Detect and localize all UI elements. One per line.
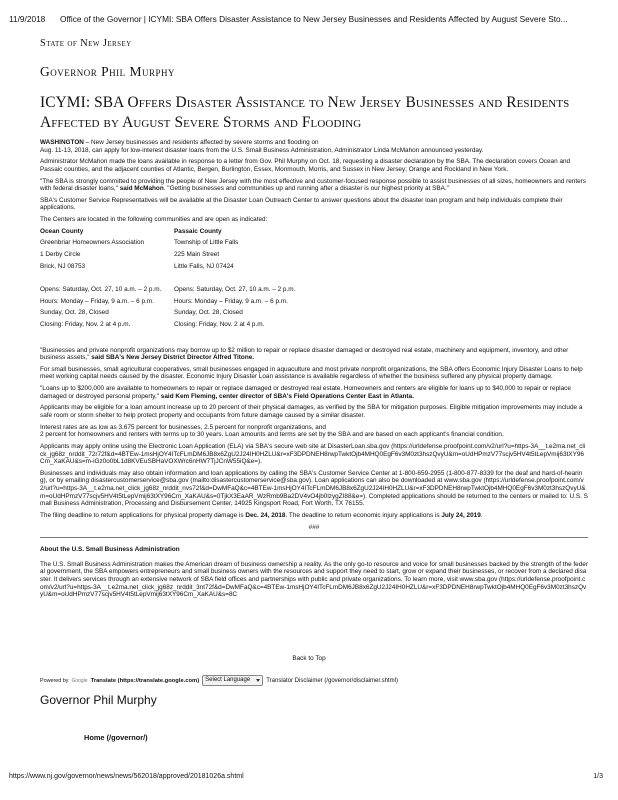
quote-attribution: said Kem Fleming, center director of SBA's Field Operations Center East in Atlanta. xyxy=(159,392,414,400)
state-link[interactable]: State of New Jersey xyxy=(40,38,132,49)
intro-line-2: Aug. 11-13, 2018, can apply for low-interest disaster loans from the U.S. Small Business Administration, Administrator Linda McMahon announced yesterday. xyxy=(40,146,484,154)
about-heading: About the U.S. Small Business Administration xyxy=(40,546,180,554)
centers-col1-open: Opens: Saturday, Oct. 27, 10 a.m. – 2 p.m. xyxy=(40,286,162,294)
quote-text: "Loans up to $200,000 are available to homeowners to repair or replace damaged or destroyed real estate. Homeowners and renters are eligible for loans up to $40,000 to repair or replace damaged or destroyed personal property," xyxy=(40,385,571,400)
article-body xyxy=(40,139,588,603)
centers-col2-street: 225 Main Street xyxy=(174,251,220,258)
quote-attribution: said SBA's New Jersey District Director Alfred Titone. xyxy=(89,354,255,362)
paragraph-quote-titone xyxy=(40,347,588,362)
centers-col2-name: Township of Little Falls xyxy=(174,239,239,247)
print-date: 11/9/2018 xyxy=(9,14,46,24)
print-page-number: 1/3 xyxy=(593,773,603,780)
paragraph-quote-fleming xyxy=(40,385,588,400)
deadline-date-2: July 24, 2019 xyxy=(441,511,481,519)
intro-line-1: – New Jersey businesses and residents affected by severe storms and flooding on xyxy=(83,139,319,146)
language-select-value: Select Language xyxy=(205,677,251,683)
paragraph-intro xyxy=(40,139,588,154)
paragraph-eidl: For small businesses, small agricultural cooperatives, small businesses engaged in aquaculture and most private nonprofit organizations, the SBA offers Economic Injury Disaster Loans to help meet working capital needs caused by the disaster. Economic Injury Disaster Loan assistance is available regardless of whether the business suffered any physical property damage. xyxy=(40,365,583,381)
translator-disclaimer-link[interactable]: Translator Disclaimer (/governor/disclaimer.shtml) xyxy=(266,677,399,684)
paragraph-apply-online: Applicants may apply online using the Electronic Loan Application (ELA) via SBA's secure web site at DisasterLoan.sba.gov (https://urldefense.proofpoint.com/v2/url?u=https-3A__t.e2ma.net_click_jg68z_nrddit_72r72f&d=4BTEw-1msHjOY4ITcFLmDM6JB8x6ZgU2J24IH0HZLU&r=xF3DPDNEH8rwpTwktOjb4MHQ0EgF6v3M0zt3hszQvyU&m=oUdHPmzV77scjv5HV4t5tLepVmij63tXY96Cm_XaKAU&s=m-iGz0o0bL1d8KVEuSBHaVOXWrc6nHW7TjJCnW55iQ&e=). xyxy=(40,442,586,466)
centers-col2-open: Opens: Saturday, Oct. 27, 10 a.m. – 2 p.m. xyxy=(174,286,296,294)
powered-by-label: Powered by xyxy=(40,677,69,684)
centers-col1-closing: Closing: Friday, Nov. 2 at 4 p.m. xyxy=(40,320,131,328)
print-url: https://www.nj.gov/governor/news/news/562018/approved/20181026a.shtml xyxy=(9,773,244,780)
quote-text: "The SBA is strongly committed to providing the people of New Jersey with the most effective and customer-focused response possible to assist businesses of all sizes, homeowners and renters with federal disaster loans," xyxy=(40,177,586,193)
home-link[interactable]: Home (/governor/) xyxy=(84,733,148,742)
paragraph-csr: SBA's Customer Service Representatives will be available at the Disaster Loan Outreach Center to answer questions about the disaster loan program and help individuals complete their applications. xyxy=(40,196,563,212)
centers-col1-street: 1 Derby Circle xyxy=(40,251,81,258)
dropdown-arrow-icon xyxy=(256,679,260,682)
quote-text-2: . "Getting businesses and communities up and running after a disaster is our highest priority at SBA." xyxy=(163,185,449,193)
deadline-date-1: Dec. 24, 2018 xyxy=(245,511,286,519)
centers-col1-header: Ocean County xyxy=(40,227,84,235)
paragraph-declaration: Administrator McMahon made the loans available in response to a letter from Gov. Phil Murphy on Oct. 18, requesting a disaster declaration by the SBA. The declaration covers Ocean and Passaic counties, and the adjacent counties of Atlantic, Bergen, Burlington, Essex, Monmouth, Morris, and Sussex in New Jersey; Orange and Rockland in New York. xyxy=(40,158,571,173)
interest-line-1: Interest rates are as low as 3.675 percent for businesses, 2.5 percent for nonprofit organizations, and xyxy=(40,423,326,431)
interest-line-2: 2 percent for homeowners and renters with terms up to 30 years. Loan amounts and terms are set by the SBA and are based on each applicant's financial condition. xyxy=(40,431,504,439)
centers-col2-header: Passaic County xyxy=(174,227,222,235)
language-select[interactable] xyxy=(202,675,263,686)
centers-col1-sunday: Sunday, Oct. 28, Closed xyxy=(40,309,109,317)
print-page-title: Office of the Governor | ICYMI: SBA Offers Disaster Assistance to New Jersey Businesses and Residents Affected by August Severe Sto... xyxy=(60,14,568,24)
centers-col1-name: Greenbriar Homeowners Association xyxy=(40,239,145,247)
centers-col2-sunday: Sunday, Oct. 28, Closed xyxy=(174,309,243,317)
end-mark: ### xyxy=(308,523,320,531)
divider xyxy=(40,537,588,538)
governor-link[interactable]: Governor Phil Murphy xyxy=(40,64,176,79)
centers-col1-city: Brick, NJ 08753 xyxy=(40,262,86,270)
footer-governor-title: Governor Phil Murphy xyxy=(40,693,157,707)
google-logo: Google xyxy=(71,677,88,684)
paragraph-deadline: The filing deadline to return applications for physical property damage is Dec. 24, 2018. The deadline to return economic injury applications is July 24, 2019. xyxy=(40,511,483,519)
dateline: WASHINGTON xyxy=(40,139,84,146)
about-body: The U.S. Small Business Administration makes the American dream of business ownership a reality. As the only go-to resource and voice for small businesses backed by the strength of the federal government, the SBA empowers entrepreneurs and small business owners with the resources and support they need to start, grow or expand their businesses, or recover from a declared disaster. It delivers services through an extensive network of SBA field offices and partnerships with public and private organizations. To learn more, visit www.sba.gov (https://urldefense.proofpoint.com/v2/url?u=https-3A__t.e2ma.net_click_jg68z_nrddit_3nt72f&d=DwMFaQ&c=4BTEw-1msHjOY4ITcFLmDM6JB8x6ZgU2J24IH0HZLU&r=xF3DPDNEH8rwpTwktOjb4MHQ0EgF6v3M0zt3hszQvyU&m=oUdHPmzV77scjv5HV4t5tLepVmij63tXY96Cm_XaKAU&s=8C xyxy=(40,560,588,599)
paragraph-centers-intro: The Centers are located in the following communities and are open as indicated: xyxy=(40,216,268,224)
article-title: ICYMI: SBA Offers Disaster Assistance to New Jersey Businesses and Residents Affected by August Severe Storms and Flooding xyxy=(40,94,570,131)
centers-col2-city: Little Falls, NJ 07424 xyxy=(174,262,234,270)
centers-col2-closing: Closing: Friday, Nov. 2 at 4 p.m. xyxy=(174,320,265,328)
centers-col2-hours: Hours: Monday – Friday, 9 a.m. – 6 p.m. xyxy=(174,297,288,305)
paragraph-interest xyxy=(40,424,588,439)
back-to-top-link[interactable]: Back to Top xyxy=(292,655,326,662)
centers-col1-hours: Hours: Monday – Friday, 9 a.m. – 6 p.m. xyxy=(40,297,154,305)
paragraph-quote-mcmahon xyxy=(40,178,588,193)
centers-table xyxy=(40,228,588,329)
paragraph-mitigation: Applicants may be eligible for a loan amount increase up to 20 percent of their physical damages, as verified by the SBA for mitigation purposes. Eligible mitigation improvements may include a safe room or storm shelter to help protect property and occupants from future damage caused by a similar disaster. xyxy=(40,404,583,419)
quote-text: "Businesses and private nonprofit organizations may borrow up to $2 million to repair or replace disaster damaged or destroyed real estate, machinery and equipment, inventory, and other business assets," xyxy=(40,346,569,362)
quote-attribution: said McMahon xyxy=(117,185,164,193)
translate-bar xyxy=(40,675,398,686)
translate-link[interactable]: Translate (https://translate.google.com) xyxy=(90,677,200,684)
paragraph-contact: Businesses and individuals may also obtain information and loan applications by calling the SBA's Customer Service Center at 1-800-659-2955 (1-800-877-8339 for the deaf and hard-of-hearing), or by emailing disastercustomerservice@sba.gov (mailto:disastercustomerservice@sba.gov). Loan applications can also be downloaded at www.sba.gov (https://urldefense.proofpoint.com/v2/url?u=https-3A__t.e2ma.net_click_jg68z_nrddit_nvs72f&d=DwMFaQ&c=4BTEw-1msHjOY4ITcFLmDM6JB8x6ZgU2J24IH0HZLU&r=xF3DPDNEH8rwpTwktOjb4MHQ0EgF6v3M0zt3hszQvyU&m=oUdHPmzV77scjv5HV4t5tLepVmij63tXY96Cm_XaKAU&s=0TjkX3EaAR_WzRmb9Ba2DV4vO4jb0lzygZI88&e=). Completed applications should be returned to the centers or mailed to: U.S. Small Business Administration, Processing and Disbursement Center, 14925 Kingsport Road, Fort Worth, TX 76155. xyxy=(40,469,588,508)
